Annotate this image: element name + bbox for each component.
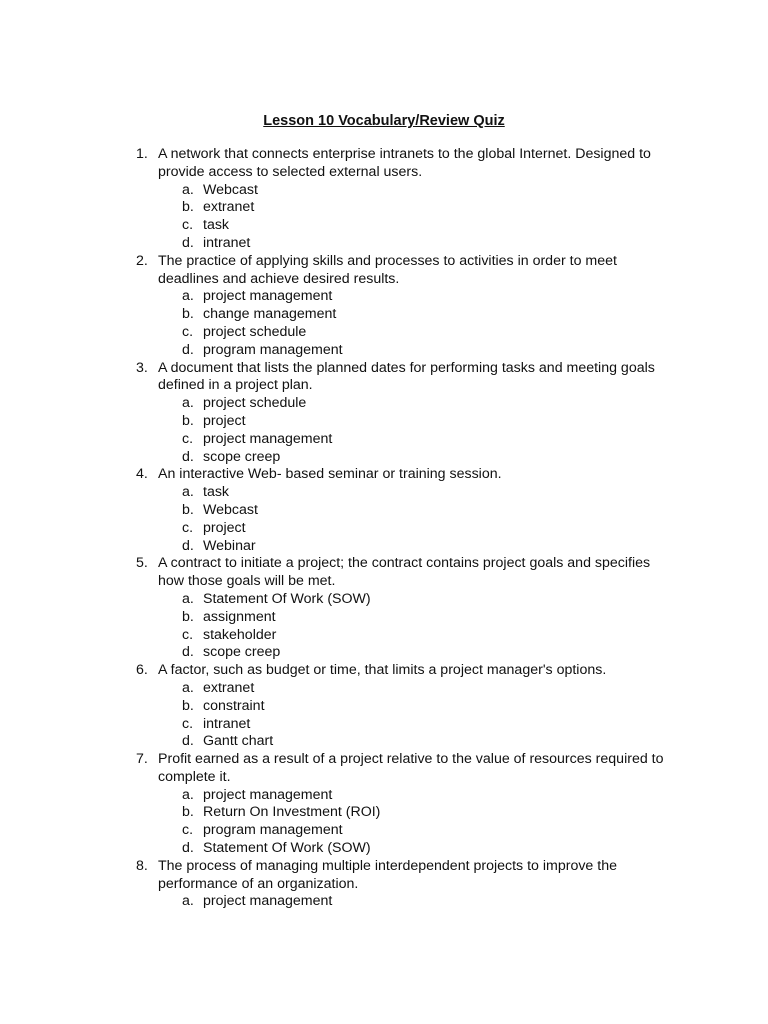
option-letter: d. — [182, 840, 194, 857]
question-2 — [136, 253, 676, 360]
option-letter: a. — [182, 679, 194, 696]
question-number: 5. — [136, 555, 148, 572]
option-letter: d. — [182, 448, 194, 465]
option-text: extranet — [203, 679, 255, 696]
option-text: program management — [203, 822, 343, 839]
option-letter: c. — [182, 430, 194, 447]
option-text: project schedule — [203, 323, 307, 340]
option-list — [158, 288, 676, 359]
option-text: Statement Of Work (SOW) — [203, 590, 371, 607]
option-letter: d. — [182, 644, 194, 661]
option-letter: b. — [182, 412, 194, 429]
option-a — [158, 288, 676, 306]
option-d — [158, 235, 676, 253]
option-letter: c. — [182, 626, 194, 643]
option-text: project management — [203, 786, 333, 803]
option-b — [158, 502, 676, 520]
question-3 — [136, 360, 676, 467]
option-letter: a. — [182, 181, 194, 198]
option-letter: a. — [182, 590, 194, 607]
option-text: Webinar — [203, 537, 256, 554]
question-text: The practice of applying skills and processes to activities in order to meet deadlines and achieve desired results. — [158, 252, 617, 287]
question-8 — [136, 858, 676, 911]
option-list — [158, 395, 676, 466]
option-text: constraint — [203, 697, 265, 714]
option-text: extranet — [203, 199, 255, 216]
option-text: Gantt chart — [203, 733, 274, 750]
option-b — [158, 413, 676, 431]
question-text: A network that connects enterprise intranets to the global Internet. Designed to provide access to selected external users. — [158, 146, 651, 180]
option-c — [158, 716, 676, 734]
option-text: scope creep — [203, 644, 281, 661]
option-list — [158, 893, 676, 911]
option-text: intranet — [203, 715, 251, 732]
option-a — [158, 893, 676, 911]
option-a — [158, 182, 676, 200]
option-text: Webcast — [203, 501, 258, 518]
option-text: intranet — [203, 234, 251, 251]
question-1 — [136, 146, 676, 253]
option-letter: c. — [182, 323, 194, 340]
option-letter: c. — [182, 519, 194, 536]
option-letter: a. — [182, 288, 194, 305]
option-letter: b. — [182, 697, 194, 714]
question-number: 7. — [136, 751, 148, 768]
option-b — [158, 609, 676, 627]
option-letter: b. — [182, 804, 194, 821]
option-text: project management — [203, 430, 333, 447]
option-text: scope creep — [203, 448, 281, 465]
question-text: Profit earned as a result of a project relative to the value of resources required to complete it. — [158, 751, 664, 785]
option-b — [158, 698, 676, 716]
option-text: Return On Investment (ROI) — [203, 804, 381, 821]
option-d — [158, 644, 676, 662]
option-text: task — [203, 484, 230, 501]
option-letter: b. — [182, 199, 194, 216]
option-text: program management — [203, 341, 343, 358]
option-text: stakeholder — [203, 626, 277, 643]
option-text: project — [203, 412, 246, 429]
option-letter: b. — [182, 306, 194, 323]
option-text: assignment — [203, 608, 276, 625]
option-letter: c. — [182, 822, 194, 839]
option-letter: a. — [182, 893, 194, 910]
question-text: An interactive Web- based seminar or training session. — [158, 466, 502, 483]
option-text: change management — [203, 306, 337, 323]
question-text: A factor, such as budget or time, that limits a project manager's options. — [158, 662, 607, 679]
option-text: project management — [203, 893, 333, 910]
option-text: project management — [203, 288, 333, 305]
option-d — [158, 538, 676, 556]
option-a — [158, 591, 676, 609]
option-a — [158, 787, 676, 805]
question-number: 1. — [136, 146, 148, 162]
question-number: 3. — [136, 359, 148, 376]
question-text: The process of managing multiple interdependent projects to improve the performance of an organization. — [158, 857, 617, 892]
option-c — [158, 324, 676, 342]
option-list — [158, 680, 676, 751]
option-letter: b. — [182, 608, 194, 625]
option-b — [158, 199, 676, 217]
option-letter: d. — [182, 234, 194, 251]
option-letter: d. — [182, 537, 194, 554]
option-letter: b. — [182, 501, 194, 518]
option-a — [158, 484, 676, 502]
option-letter: d. — [182, 733, 194, 750]
page-title: Lesson 10 Vocabulary/Review Quiz — [263, 113, 505, 129]
option-a — [158, 395, 676, 413]
question-number: 4. — [136, 466, 148, 483]
option-text: Webcast — [203, 181, 258, 198]
question-list — [136, 146, 676, 911]
option-c — [158, 431, 676, 449]
option-c — [158, 822, 676, 840]
option-b — [158, 306, 676, 324]
option-text: project schedule — [203, 395, 307, 412]
question-number: 8. — [136, 857, 148, 874]
option-letter: d. — [182, 341, 194, 358]
option-letter: a. — [182, 395, 194, 412]
option-d — [158, 449, 676, 467]
option-list — [158, 484, 676, 555]
option-letter: c. — [182, 217, 194, 234]
question-5 — [136, 555, 676, 662]
question-text: A contract to initiate a project; the contract contains project goals and specifies how those goals will be met. — [158, 555, 651, 590]
question-number: 6. — [136, 662, 148, 679]
option-list — [158, 591, 676, 662]
option-letter: a. — [182, 786, 194, 803]
option-a — [158, 680, 676, 698]
option-text: Statement Of Work (SOW) — [203, 840, 371, 857]
option-list — [158, 787, 676, 858]
question-6 — [136, 662, 676, 751]
option-letter: a. — [182, 484, 194, 501]
option-d — [158, 840, 676, 858]
option-text: project — [203, 519, 246, 536]
option-b — [158, 804, 676, 822]
question-4 — [136, 466, 676, 555]
option-d — [158, 733, 676, 751]
option-letter: c. — [182, 715, 194, 732]
question-7 — [136, 751, 676, 858]
question-text: A document that lists the planned dates for performing tasks and meeting goals defined in a project plan. — [158, 359, 655, 394]
question-number: 2. — [136, 252, 148, 269]
option-c — [158, 217, 676, 235]
option-c — [158, 627, 676, 645]
option-list — [158, 182, 676, 253]
option-c — [158, 520, 676, 538]
option-text: task — [203, 217, 230, 234]
option-d — [158, 342, 676, 360]
